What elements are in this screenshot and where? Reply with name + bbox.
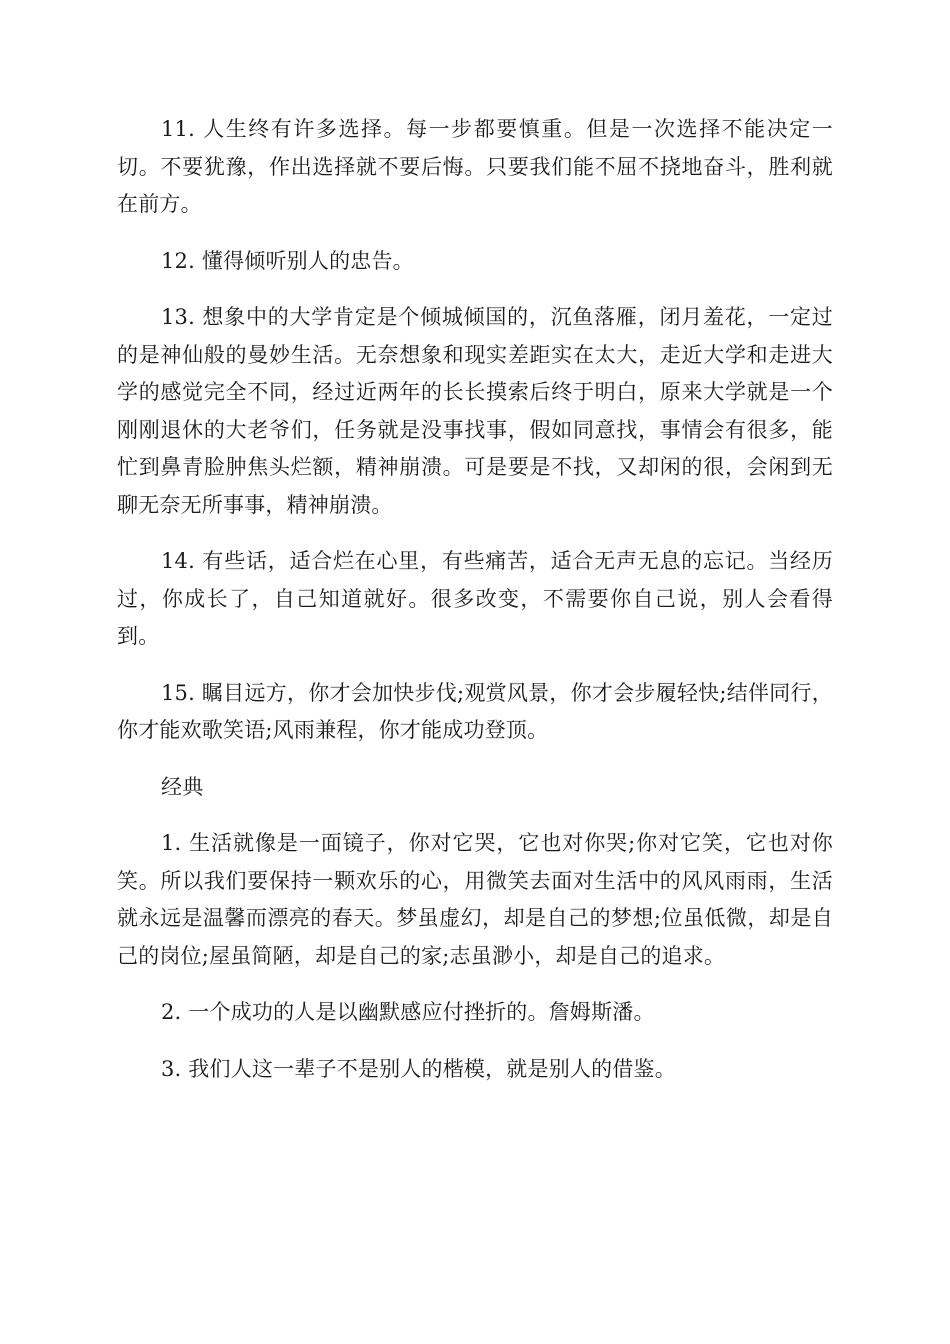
document-page [117,111,833,1107]
paragraph-13: 13. 想象中的大学肯定是个倾城倾国的，沉鱼落雁，闭月羞花，一定过的是神仙般的曼妙生活。无奈想象和现实差距实在太大，走近大学和走进大学的感觉完全不同，经过近两年的长长摸索后终于明白，原来大学就是一个刚刚退休的大老爷们，任务就是没事找事，假如同意找，事情会有很多，能忙到鼻青脸肿焦头烂额，精神崩溃。可是要是不找，又却闲的很，会闲到无聊无奈无所事事，精神崩溃。 [117,305,833,517]
paragraph-14: 14. 有些话，适合烂在心里，有些痛苦，适合无声无息的忘记。当经历过，你成长了，自己知道就好。很多改变，不需要你自己说，别人会看得到。 [117,549,833,648]
paragraph-11: 11. 人生终有许多选择。每一步都要慎重。但是一次选择不能决定一切。不要犹豫，作出选择就不要后悔。只要我们能不屈不挠地奋斗，胜利就在前方。 [117,117,833,216]
paragraph-15: 15. 瞩目远方，你才会加快步伐;观赏风景，你才会步履轻快;结伴同行，你才能欢歌笑语;风雨兼程，你才能成功登顶。 [117,680,833,742]
paragraph-3: 3. 我们人这一辈子不是别人的楷模，就是别人的借鉴。 [161,1056,676,1081]
paragraph-12: 12. 懂得倾听别人的忠告。 [161,248,414,273]
paragraph-2: 2. 一个成功的人是以幽默感应付挫折的。詹姆斯潘。 [161,1000,655,1024]
paragraph-1: 1. 生活就像是一面镜子，你对它哭，它也对你哭;你对它笑，它也对你笑。所以我们要保持一颗欢乐的心，用微笑去面对生活中的风风雨雨，生活就永远是温馨而漂亮的春天。梦虽虚幻，却是自己的梦想;位虽低微，却是自己的岗位;屋虽简陋，却是自己的家;志虽渺小，却是自己的追求。 [117,831,833,968]
section-heading-classic: 经典 [161,774,204,799]
